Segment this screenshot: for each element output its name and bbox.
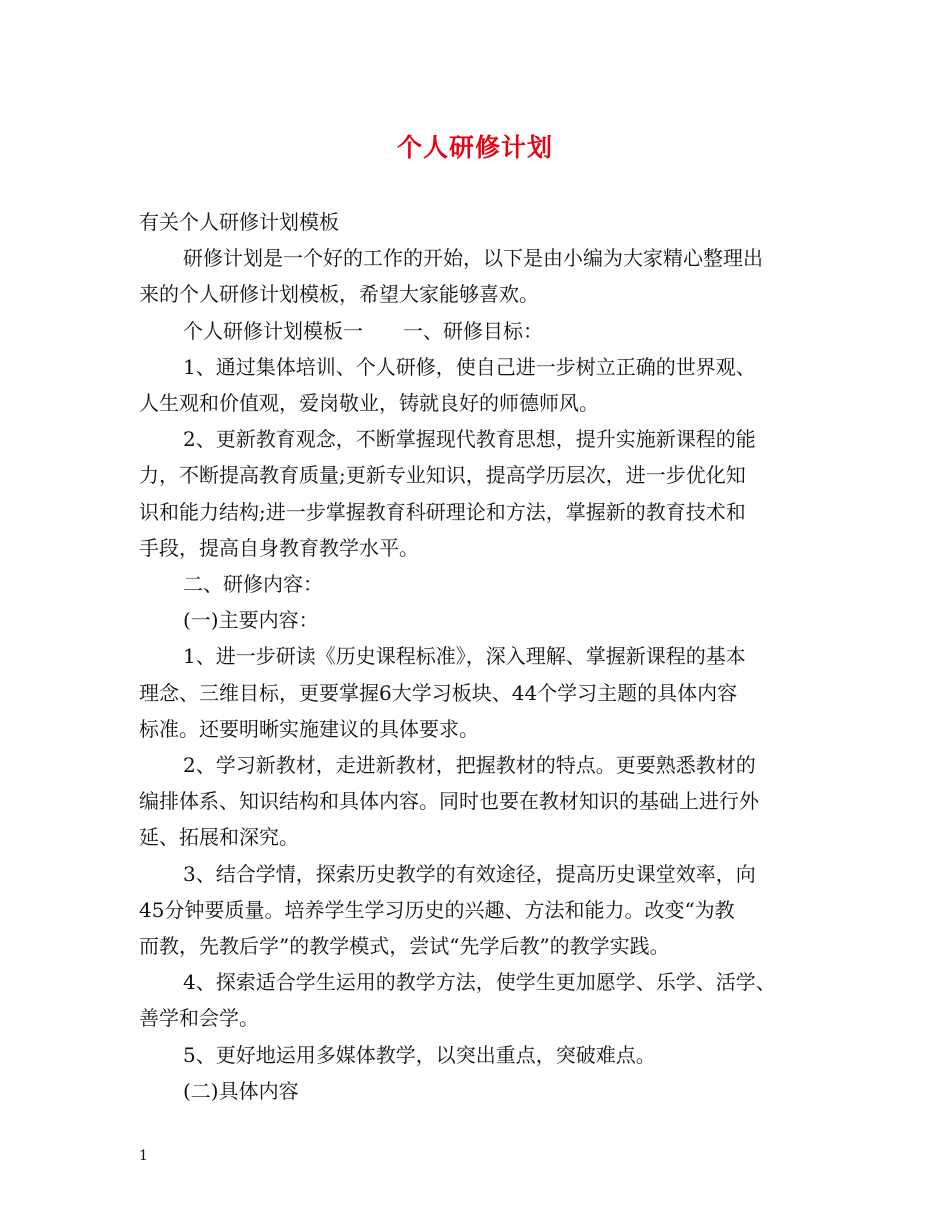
text-line: 4、探索适合学生运用的教学方法，使学生更加愿学、乐学、活学、 — [183, 970, 776, 995]
text-line: (一)主要内容： — [183, 608, 319, 633]
page-number: 1 — [139, 1148, 148, 1164]
document-body — [139, 204, 829, 1109]
text-line: 力，不断提高教育质量;更新专业知识，提高学历层次，进一步优化知 — [139, 463, 746, 488]
text-line: 5、更好地运用多媒体教学，以突出重点，突破难点。 — [183, 1042, 656, 1067]
text-line: 2、学习新教材，走进新教材，把握教材的特点。更要熟悉教材的 — [183, 753, 756, 778]
text-line: 而教，先教后学”的教学模式，尝试“先学后教”的教学实践。 — [139, 934, 670, 959]
text-line: 有关个人研修计划模板 — [139, 210, 339, 234]
text-line: 编排体系、知识结构和具体内容。同时也要在教材知识的基础上进行外 — [139, 789, 759, 814]
text-line: 二、研修内容： — [183, 572, 323, 597]
text-line: 个人研修计划模板一 一、研修目标： — [183, 318, 543, 343]
text-line: 1、通过集体培训、个人研修，使自己进一步树立正确的世界观、 — [183, 354, 756, 379]
text-line: (二)具体内容 — [183, 1078, 299, 1103]
text-line: 手段，提高自身教育教学水平。 — [139, 535, 419, 560]
text-line: 2、更新教育观念，不断掌握现代教育思想，提升实施新课程的能 — [183, 427, 756, 452]
text-line: 研修计划是一个好的工作的开始，以下是由小编为大家精心整理出 — [183, 246, 763, 271]
text-line: 标准。还要明晰实施建议的具体要求。 — [139, 716, 479, 741]
text-line: 3、结合学情，探索历史教学的有效途径，提高历史课堂效率，向 — [183, 861, 756, 886]
text-line: 1、进一步研读《历史课程标准》，深入理解、掌握新课程的基本 — [183, 644, 746, 669]
text-line: 识和能力结构;进一步掌握教育科研理论和方法，掌握新的教育技术和 — [139, 499, 746, 524]
text-line: 人生观和价值观，爱岗敬业，铸就良好的师德师风。 — [139, 391, 599, 416]
text-line: 善学和会学。 — [139, 1006, 259, 1031]
text-line: 延、拓展和深究。 — [139, 825, 299, 850]
document-title: 个人研修计划 — [396, 133, 553, 162]
text-line: 45分钟要质量。培养学生学习历史的兴趣、方法和能力。改变“为教 — [139, 897, 735, 922]
text-line: 理念、三维目标，更要掌握6大学习板块、44个学习主题的具体内容 — [139, 680, 738, 705]
text-line: 来的个人研修计划模板，希望大家能够喜欢。 — [139, 282, 539, 307]
